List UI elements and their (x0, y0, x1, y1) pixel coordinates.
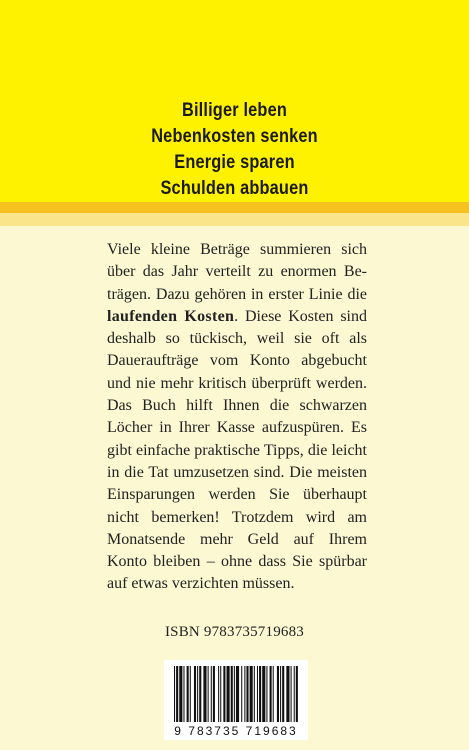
tagline-energie-sparen: Energie sparen (174, 152, 295, 173)
light-yellow-stripe (0, 213, 469, 226)
tagline-schulden-abbauen: Schulden abbauen (160, 178, 309, 199)
blurb-text (107, 239, 367, 596)
tagline-billiger-leben: Billiger leben (181, 100, 288, 121)
orange-stripe (0, 202, 469, 213)
tagline-list (0, 98, 469, 202)
barcode-digits: 9 783735 719683 (174, 724, 298, 738)
blurb-part-1: Viele kleine Beträge summieren sich über das Jahr verteilt zu enormen Beträgen. Dazu gehören in erster Linie die (107, 241, 367, 303)
blurb-emphasis: laufenden Kosten (107, 307, 235, 325)
barcode (164, 660, 308, 740)
tagline-nebenkosten-senken: Nebenkosten senken (151, 126, 318, 147)
isbn-label: ISBN 9783735719683 (164, 624, 305, 640)
blurb-part-2: . Diese Kosten sind deshalb so tückisch, weil sie oft als Daueraufträge vom Konto abgebucht und nie mehr kritisch überprüft werden. Das Buch hilft Ihnen die schwarzen Löcher in Ihrer Kasse aufzuspüren. Es gibt einfache praktische Tipps, die leicht in die Tat umzusetzen sind. Die meisten Einsparungen werden Sie überhaupt nicht bemerken! Trotzdem wird am Monatsende mehr Geld auf Ihrem Konto bleiben – ohne dass Sie spürbar auf etwas verzichten müssen. (107, 307, 367, 593)
